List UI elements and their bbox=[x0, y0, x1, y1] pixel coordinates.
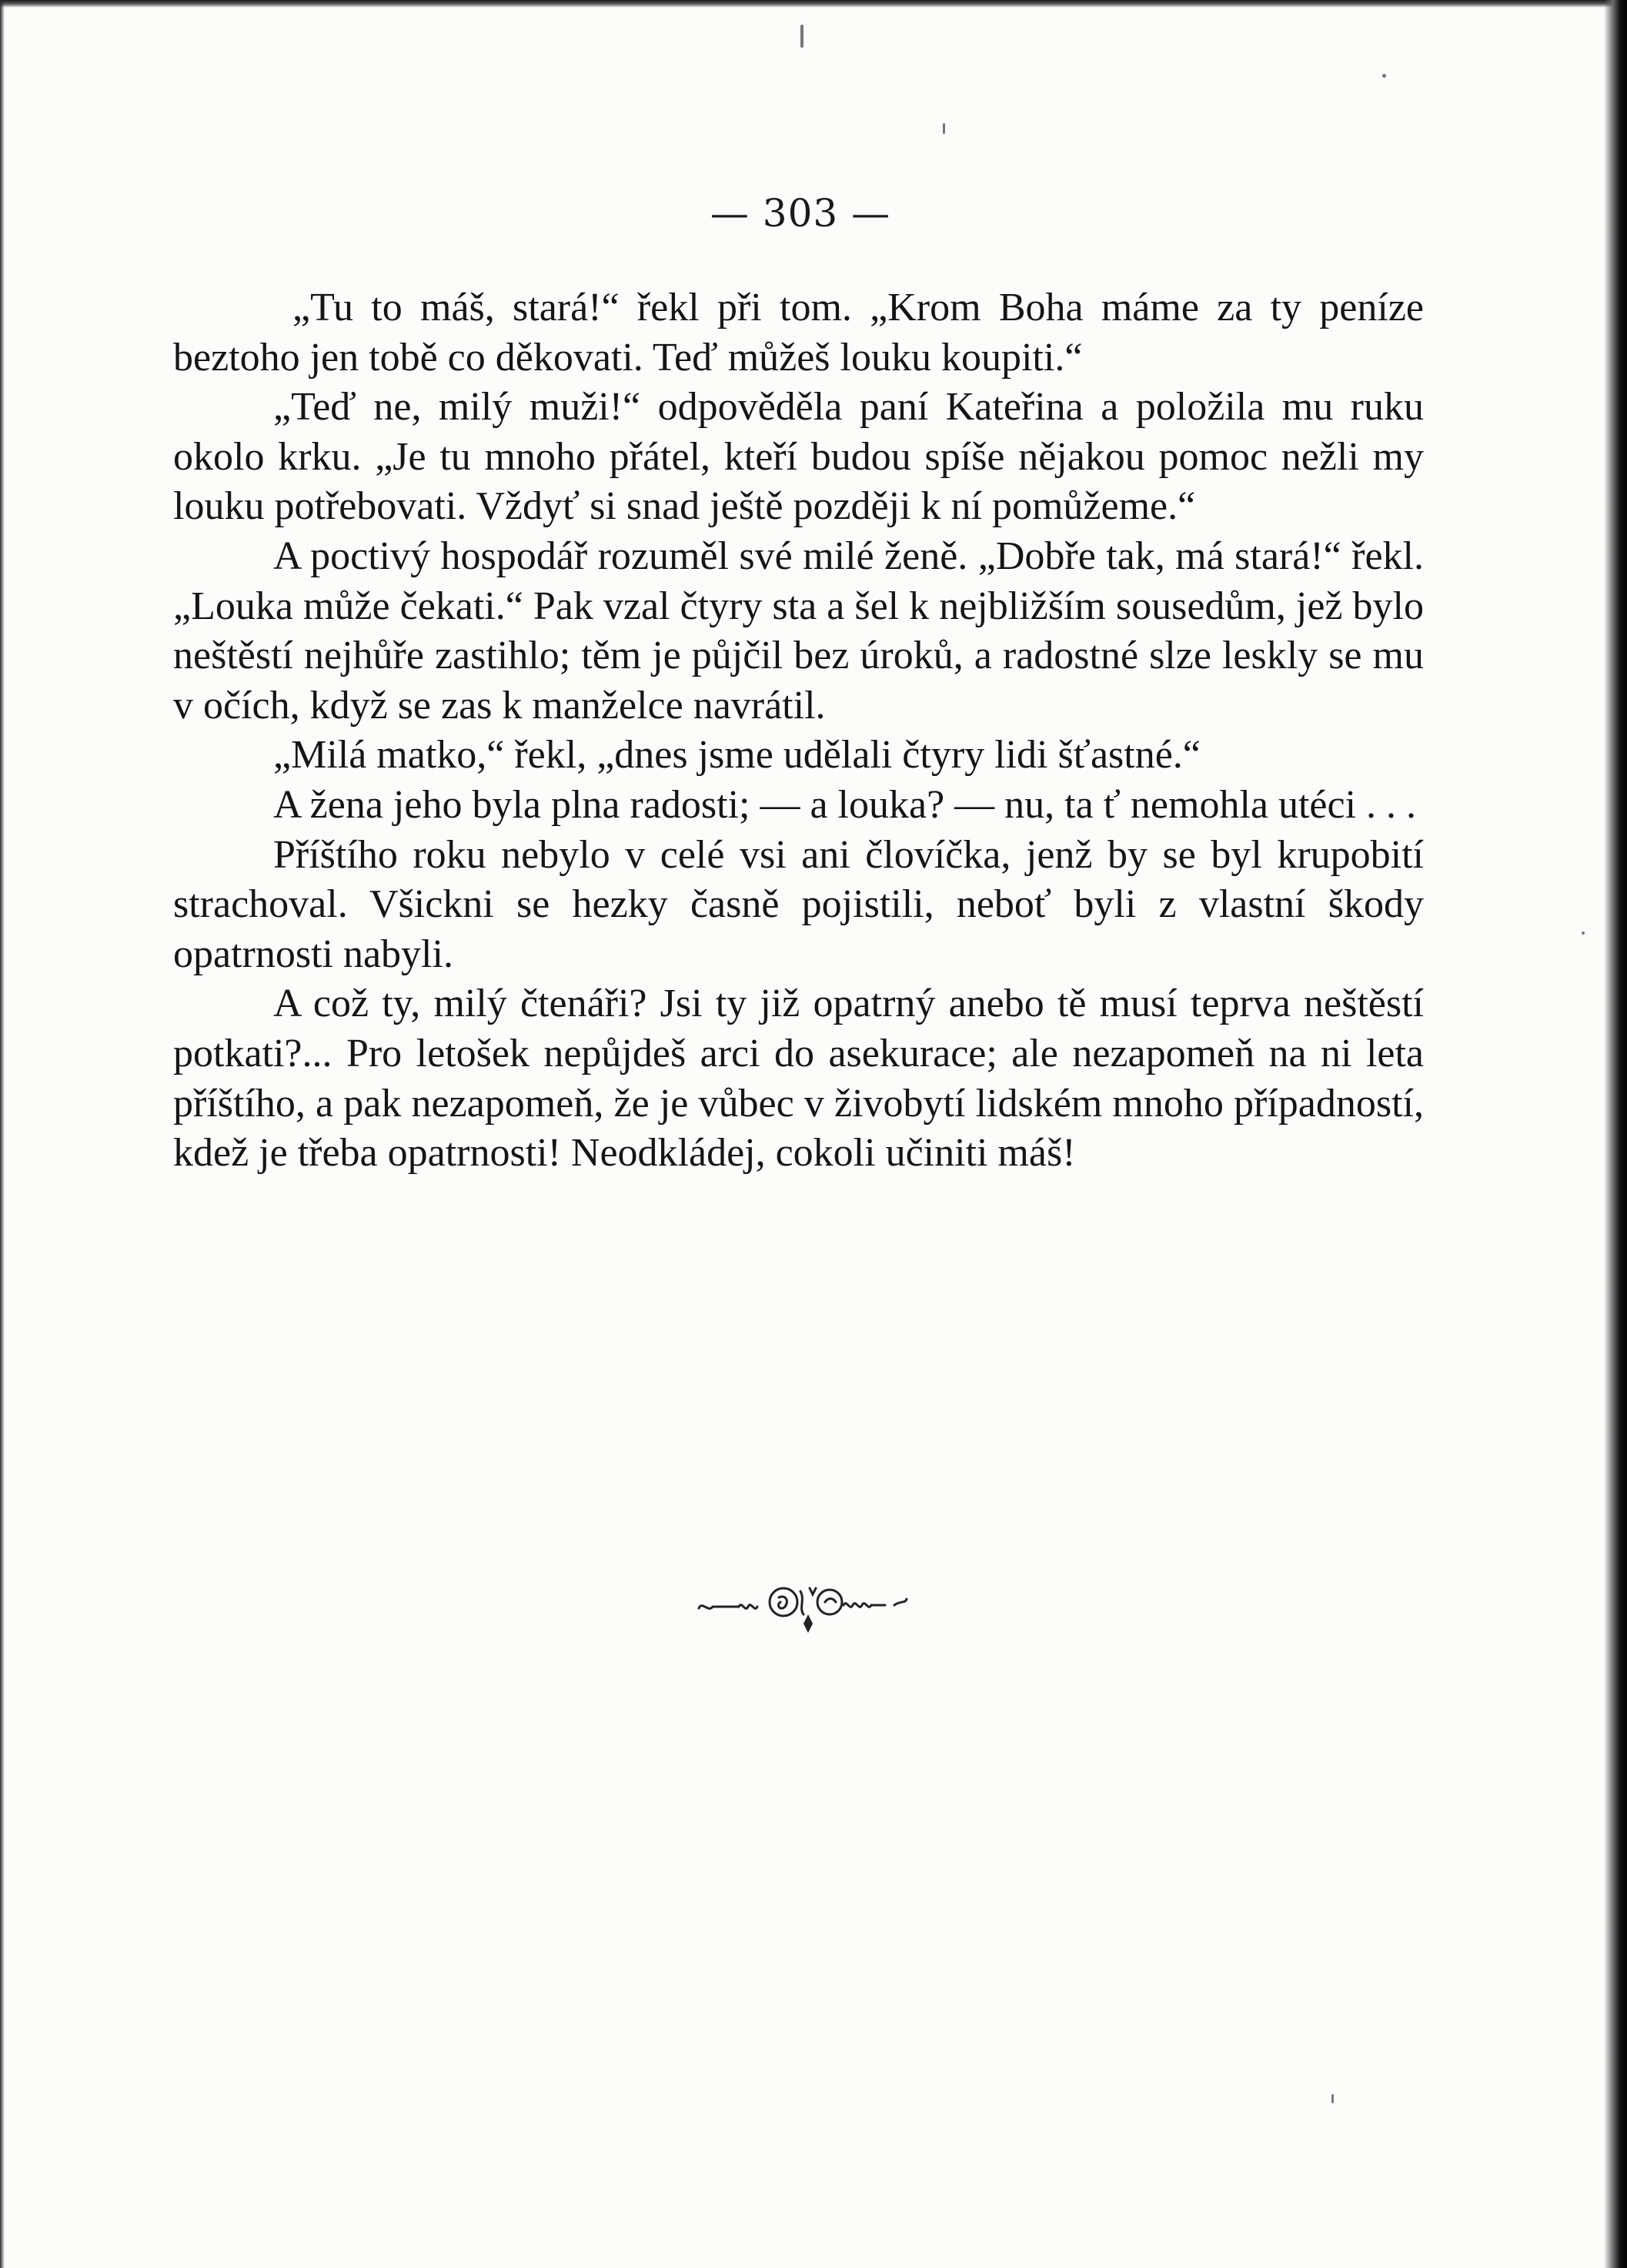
paragraph: Příštího roku nebylo v celé vsi ani človíčka, jenž by se byl krupobití strachoval. Všicknі se hezky časně pojistili, neboť byli z vlastní škody opatrnosti nabyli. bbox=[173, 832, 1424, 976]
body-text bbox=[173, 283, 1424, 1179]
scan-speck bbox=[1331, 2094, 1334, 2103]
paragraph: „Teď ne, milý muži!“ odpověděla paní Kateřina a položila mu ruku okolo krku. „Je tu mnoho přátel, kteří budou spíše nějakou pomoc nežli my louku potřebovati. Vždyť si snad ještě později k ní pomůžeme.“ bbox=[173, 385, 1424, 529]
paragraph: A poctivý hospodář rozuměl své milé ženě. „Dobře tak, má stará!“ řekl. „Louka může čekati.“ Pak vzal čtyry sta a šel k nejbližším sousedům, jež bylo neštěstí nejhůře zastihlo; těm je půjčil bez úroků, a radostné slze leskly se mu v očích, když se zas k manželce navrátil. bbox=[173, 534, 1424, 728]
paragraph: A což ty, milý čtenáři? Jsi ty již opatrný anebo tě musí teprva neštěstí potkati?... Pro letošek nepůjdeš arci do asekurace; ale nezapomeň na ni leta příštího, a pak nezapomeň, že je vůbec v živobytí lidském mnoho případností, kdež je třeba opatrnosti! Neodkládej, cokoli učiniti máš! bbox=[173, 982, 1424, 1176]
scan-edge-right bbox=[1604, 0, 1627, 2268]
page-number: — 303 — bbox=[710, 191, 891, 236]
paragraph: „Tu to máš, stará!“ řekl při tom. „Krom Boha máme za ty peníze beztoho jen tobě co děkovati. Teď můžeš louku koupiti.“ bbox=[173, 286, 1424, 380]
scan-speck bbox=[800, 25, 803, 48]
paragraph: A žena jeho byla plna radosti; — a louka? — nu, ta ť nemohla utéci . . . bbox=[273, 782, 1417, 827]
decorative-vignette-icon bbox=[693, 1574, 924, 1636]
scan-speck bbox=[1582, 932, 1585, 935]
scan-speck bbox=[943, 123, 945, 134]
paragraph: „Milá matko,“ řekl, „dnes jsme udělali čtyry lidi šťastné.“ bbox=[273, 733, 1201, 778]
scan-edge-top bbox=[0, 0, 1627, 8]
scan-edge-left bbox=[0, 0, 5, 2268]
scan-speck bbox=[1382, 74, 1386, 78]
